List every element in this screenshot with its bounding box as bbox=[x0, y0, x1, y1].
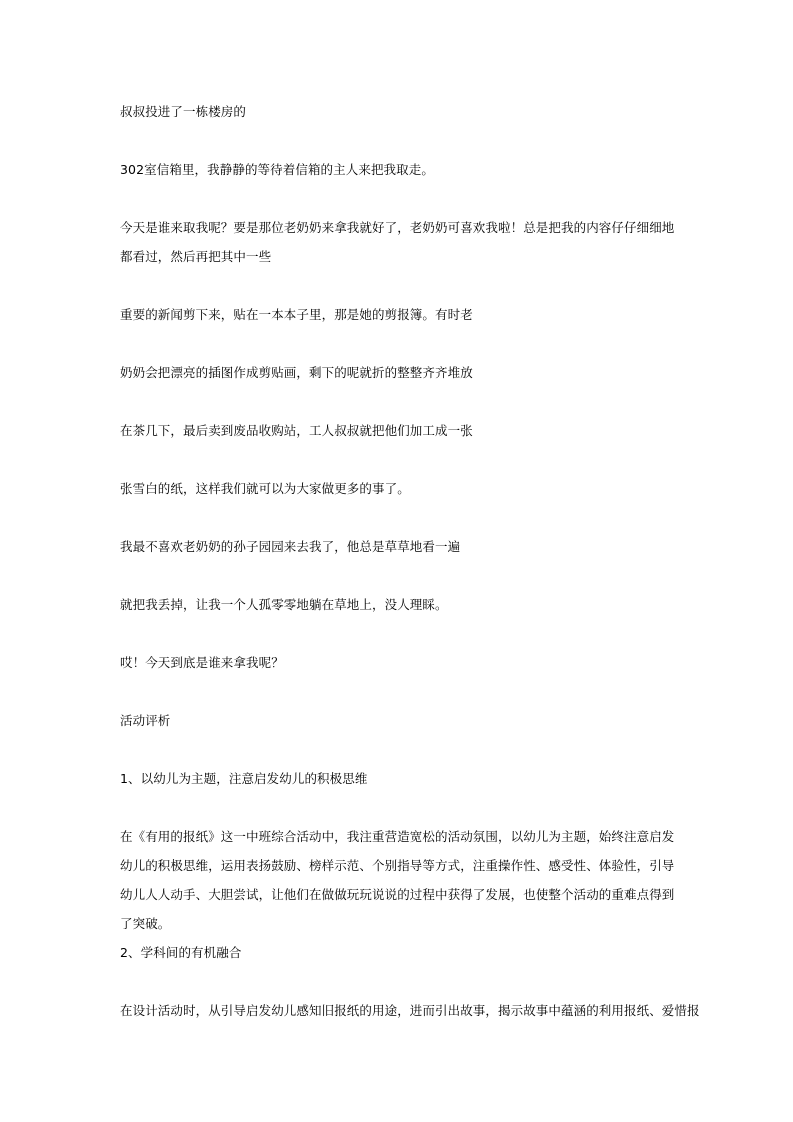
story-paragraph-5: 奶奶会把漂亮的插图作成剪贴画，剩下的呢就折的整整齐齐堆放 bbox=[120, 365, 473, 380]
story-paragraph-2: 302室信箱里，我静静的等待着信箱的主人来把我取走。 bbox=[120, 162, 434, 177]
subheading-1: 1、以幼儿为主题，注意启发幼儿的积极思维 bbox=[120, 771, 368, 786]
section-heading-analysis: 活动评析 bbox=[120, 713, 171, 728]
story-paragraph-1: 叔叔投进了一栋楼房的 bbox=[120, 104, 247, 119]
story-paragraph-8: 我最不喜欢老奶奶的孙子园园来去我了，他总是草草地看一遍 bbox=[120, 539, 461, 554]
story-paragraph-7: 张雪白的纸，这样我们就可以为大家做更多的事了。 bbox=[120, 481, 410, 496]
subheading-2: 2、学科间的有机融合 bbox=[120, 945, 242, 960]
story-paragraph-6: 在茶几下，最后卖到废品收购站，工人叔叔就把他们加工成一张 bbox=[120, 423, 473, 438]
story-paragraph-4: 重要的新闻剪下来，贴在一本本子里，那是她的剪报簿。有时老 bbox=[120, 307, 473, 322]
analysis-paragraph-2: 在设计活动时，从引导启发幼儿感知旧报纸的用途，进而引出故事，揭示故事中蕴涵的利用报纸、爱惜报 bbox=[120, 1003, 700, 1018]
analysis-paragraph-1: 在《有用的报纸》这一中班综合活动中，我注重营造宽松的活动氛围，以幼儿为主题，始终注意启发幼儿的积极思维，运用表扬鼓励、榜样示范、个别指导等方式，注重操作性、感受性、体验性，引导幼儿人人动手、大胆尝试，让他们在做做玩玩说说的过程中获得了发展，也使整个活动的重难点得到了突破。 bbox=[120, 829, 675, 931]
story-paragraph-10: 哎！今天到底是谁来拿我呢？ bbox=[120, 655, 284, 670]
story-paragraph-9: 就把我丢掉，让我一个人孤零零地躺在草地上，没人理睬。 bbox=[120, 597, 448, 612]
story-paragraph-3: 今天是谁来取我呢？要是那位老奶奶来拿我就好了，老奶奶可喜欢我啦！总是把我的内容仔仔细细地都看过，然后再把其中一些 bbox=[120, 220, 675, 264]
